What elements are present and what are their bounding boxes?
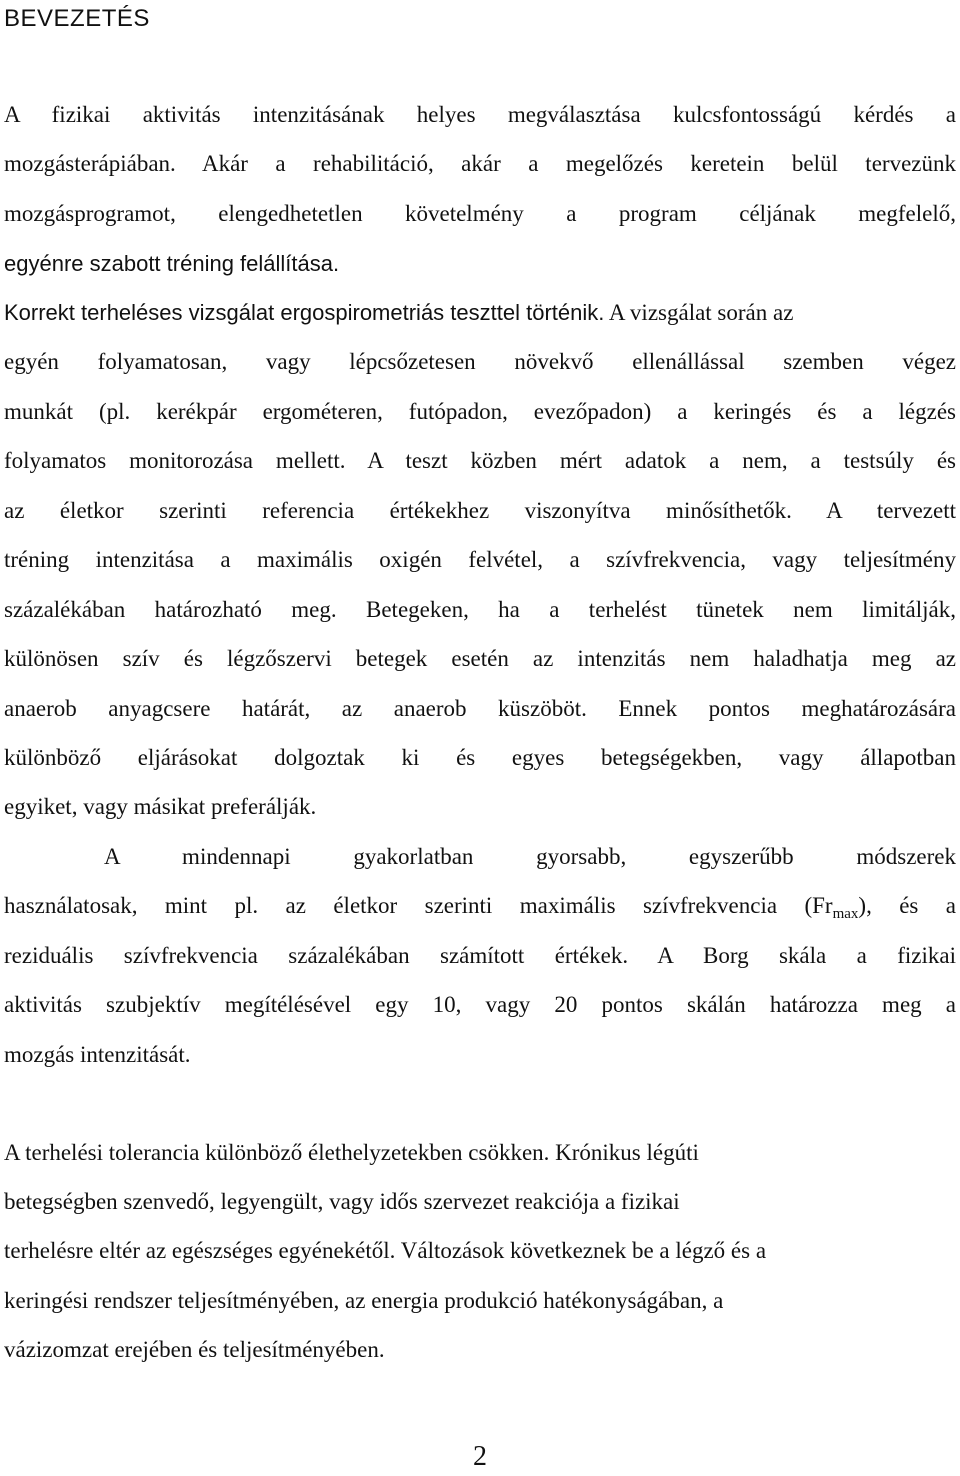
paragraph-1-line-7: munkát (pl. kerékpár ergométeren, futópadon, evezőpadon) a keringés és a légzés — [4, 399, 956, 424]
paragraph-2-line-4: aktivitás szubjektív megítélésével egy 10, vagy 20 pontos skálán határozza meg a — [4, 992, 956, 1017]
paragraph-1-line-15: egyiket, vagy másikat preferálják. — [4, 794, 317, 819]
paragraph-1-line-9: az életkor szerinti referencia értékekhez viszonyítva minősíthetők. A tervezett — [4, 498, 956, 523]
paragraph-1-line-1: A fizikai aktivitás intenzitásának helyes megválasztása kulcsfontosságú kérdés a — [4, 102, 956, 127]
paragraph-1-line-14: különböző eljárásokat dolgoztak ki és egyes betegségekben, vagy állapotban — [4, 745, 956, 770]
paragraph-1-line-12: különösen szív és légzőszervi betegek esetén az intenzitás nem haladhatja meg az — [4, 646, 956, 671]
paragraph-1-line-6: egyén folyamatosan, vagy lépcsőzetesen növekvő ellenállással szemben végez — [4, 349, 956, 374]
paragraph-3-line-1: A terhelési tolerancia különböző élethelyzetekben csökken. Krónikus légúti — [4, 1140, 699, 1165]
sentence-serif: A vizsgálat során az — [604, 300, 794, 325]
paragraph-1-line-10: tréning intenzitása a maximális oxigén felvétel, a szívfrekvencia, vagy teljesítmény — [4, 547, 956, 572]
paragraph-1-line-8: folyamatos monitorozása mellett. A teszt közben mért adatok a nem, a testsúly és — [4, 448, 956, 473]
paragraph-1-line-3: mozgásprogramot, elengedhetetlen követelmény a program céljának megfelelő, — [4, 201, 956, 226]
paragraph-1-line-4: egyénre szabott tréning felállítása. — [4, 251, 340, 276]
paragraph-2-line-2-tail: ), és a — [858, 893, 957, 918]
paragraph-2-line-1: A mindennapi gyakorlatban gyorsabb, egyszerűbb módszerek — [104, 844, 956, 869]
paragraph-1-line-11: százalékában határozható meg. Betegeken, ha a terhelést tünetek nem limitálják, — [4, 597, 956, 622]
section-heading: BEVEZETÉS — [4, 5, 150, 32]
paragraph-2-line-5: mozgás intenzitását. — [4, 1042, 191, 1067]
paragraph-3-line-4: keringési rendszer teljesítményében, az energia produkció hatékonyságában, a — [4, 1288, 724, 1313]
paragraph-3-line-2: betegségben szenvedő, legyengült, vagy idős szervezet reakciója a fizikai — [4, 1189, 680, 1214]
sentence-sans: Korrekt terheléses vizsgálat ergospirometriás teszttel történik. — [4, 300, 605, 325]
paragraph-1-line-5 — [4, 296, 956, 330]
paragraph-2-line-2 — [4, 889, 956, 923]
paragraph-2-line-3: reziduális szívfrekvencia százalékában számított értékek. A Borg skála a fizikai — [4, 943, 956, 968]
paragraph-2-line-2-text: használatosak, mint pl. az életkor szerinti maximális szívfrekvencia (Fr — [4, 893, 833, 918]
paragraph-3-line-5: vázizomzat erejében és teljesítményében. — [4, 1337, 385, 1362]
max-subscript: max — [832, 906, 859, 922]
paragraph-1-line-13: anaerob anyagcsere határát, az anaerob küszöböt. Ennek pontos meghatározására — [4, 696, 956, 721]
page-number: 2 — [473, 1441, 487, 1472]
paragraph-1-line-2: mozgásterápiában. Akár a rehabilitáció, akár a megelőzés keretein belül tervezünk — [4, 151, 956, 176]
paragraph-3-line-3: terhelésre eltér az egészséges egyénekétől. Változások következnek be a légző és a — [4, 1238, 767, 1263]
